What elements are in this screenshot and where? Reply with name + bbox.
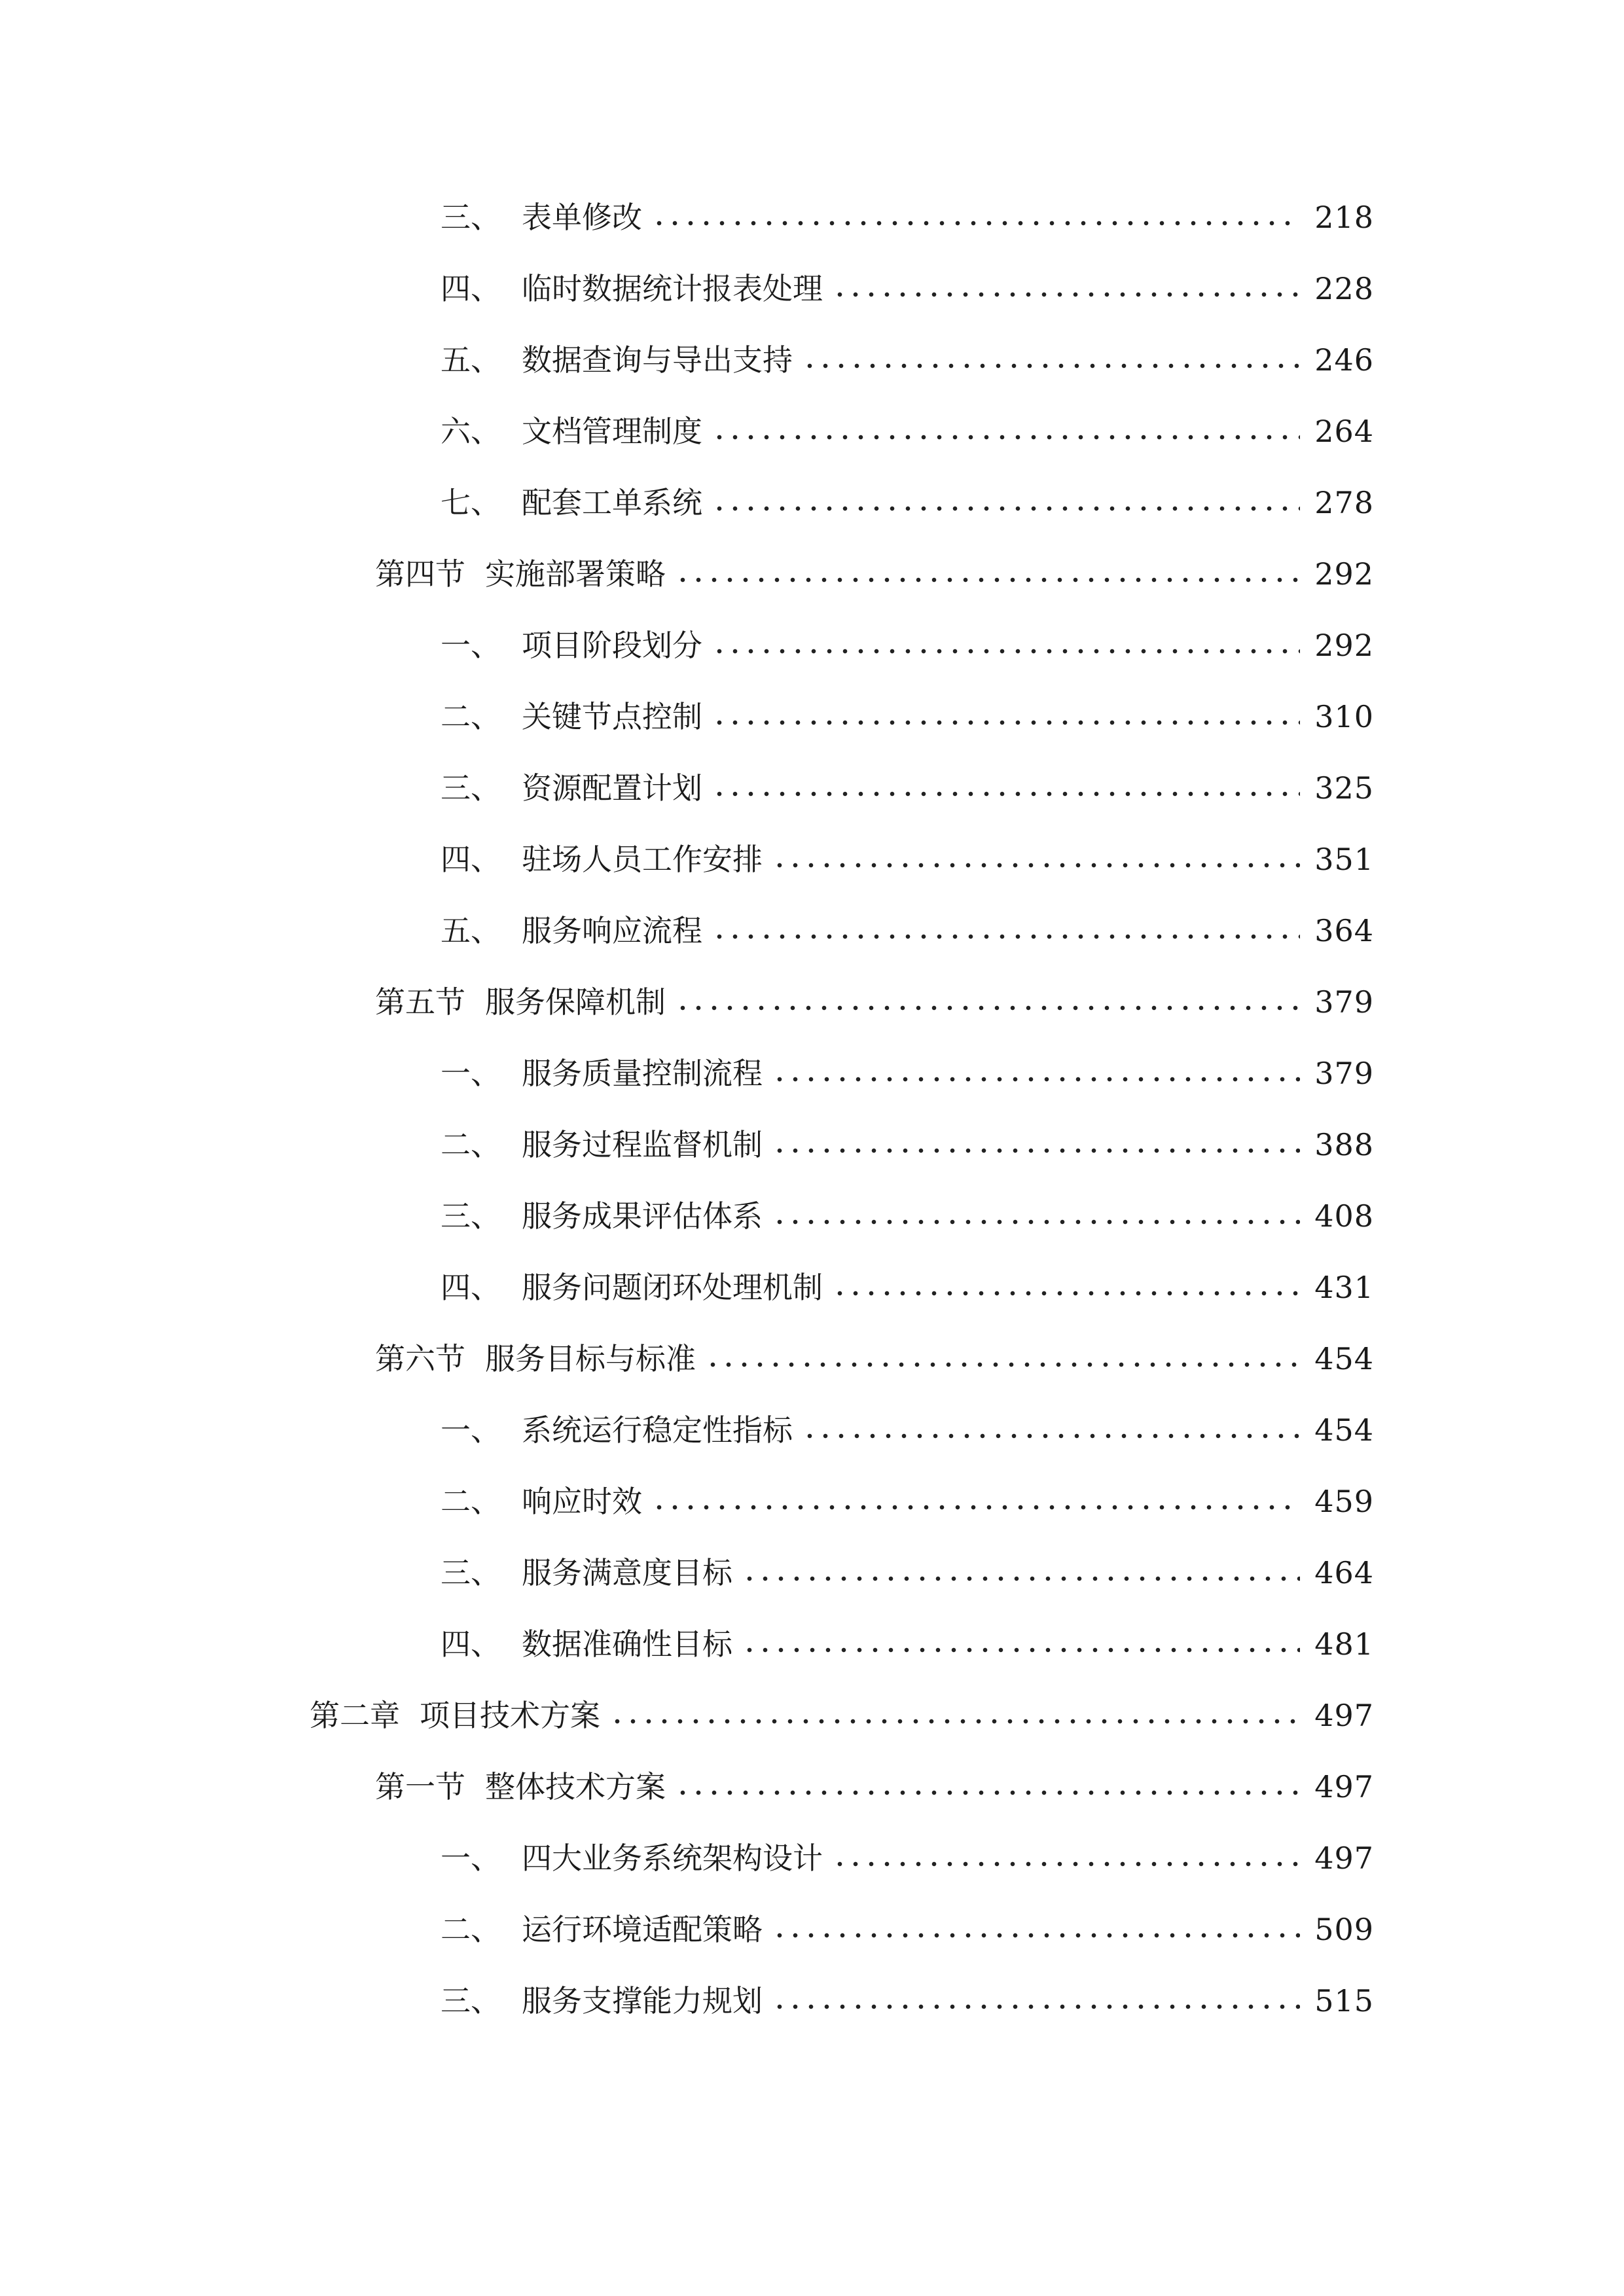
toc-entry[interactable] xyxy=(441,1122,1374,1168)
toc-entry[interactable] xyxy=(441,765,1374,811)
toc-entry-page: 464 xyxy=(1314,1555,1374,1590)
toc-entry-number: 三、 xyxy=(441,1555,501,1590)
toc-entry[interactable] xyxy=(441,1050,1374,1096)
dot-leader xyxy=(832,291,1300,298)
toc-entry-title: 资源配置计划 xyxy=(522,770,702,806)
toc-entry-title: 服务质量控制流程 xyxy=(522,1056,763,1091)
toc-entry-number: 三、 xyxy=(441,770,501,806)
toc-entry-page: 497 xyxy=(1314,1769,1374,1804)
toc-entry-number: 六、 xyxy=(441,414,501,449)
toc-entry-title: 数据准确性目标 xyxy=(522,1626,732,1662)
toc-entry-number: 一、 xyxy=(441,628,501,663)
toc-entry-title: 数据查询与导出支持 xyxy=(522,342,793,378)
toc-entry-number: 二、 xyxy=(441,1484,501,1519)
toc-entry-page: 408 xyxy=(1314,1198,1374,1234)
toc-entry[interactable] xyxy=(441,694,1374,740)
toc-section-entry[interactable] xyxy=(375,551,1374,597)
dot-leader xyxy=(772,862,1300,869)
toc-entry-title: 项目技术方案 xyxy=(420,1698,600,1733)
toc-entry-number: 五、 xyxy=(441,913,501,948)
toc-entry-page: 292 xyxy=(1314,556,1374,592)
toc-entry-number: 四、 xyxy=(441,1270,501,1305)
dot-leader xyxy=(712,505,1300,512)
dot-leader xyxy=(832,1290,1300,1297)
toc-entry-number: 三、 xyxy=(441,1983,501,2018)
toc-entry-title: 响应时效 xyxy=(522,1484,642,1519)
toc-entry-title: 文档管理制度 xyxy=(522,414,702,449)
toc-entry-page: 454 xyxy=(1314,1412,1374,1448)
toc-entry-page: 228 xyxy=(1314,271,1374,306)
dot-leader xyxy=(772,1219,1300,1225)
toc-entry[interactable] xyxy=(441,1835,1374,1881)
toc-entry-page: 509 xyxy=(1314,1912,1374,1947)
toc-entry-number: 七、 xyxy=(441,485,501,520)
dot-leader xyxy=(832,1861,1300,1867)
toc-entry-number: 二、 xyxy=(441,699,501,734)
dot-leader xyxy=(675,1789,1300,1796)
toc-entry-number: 第四节 xyxy=(375,556,465,592)
toc-entry-number: 第五节 xyxy=(375,984,465,1020)
toc-entry-page: 431 xyxy=(1314,1270,1374,1305)
toc-entry[interactable] xyxy=(441,1907,1374,1952)
toc-entry-title: 服务成果评估体系 xyxy=(522,1198,763,1234)
toc-entry[interactable] xyxy=(441,194,1374,240)
toc-entry-page: 481 xyxy=(1314,1626,1374,1662)
dot-leader xyxy=(742,1575,1300,1582)
toc-entry-number: 第一节 xyxy=(375,1769,465,1804)
toc-chapter-entry[interactable] xyxy=(310,1693,1374,1738)
toc-entry-number: 四、 xyxy=(441,271,501,306)
toc-section-entry[interactable] xyxy=(375,1336,1374,1382)
dot-leader xyxy=(772,1147,1300,1154)
toc-entry-page: 497 xyxy=(1314,1840,1374,1876)
toc-entry-title: 服务满意度目标 xyxy=(522,1555,732,1590)
toc-entry-number: 第六节 xyxy=(375,1341,465,1376)
toc-entry-page: 454 xyxy=(1314,1341,1374,1376)
toc-entry[interactable] xyxy=(441,1193,1374,1239)
dot-leader xyxy=(772,1076,1300,1083)
dot-leader xyxy=(712,791,1300,797)
toc-entry[interactable] xyxy=(441,622,1374,668)
toc-entry-page: 379 xyxy=(1314,984,1374,1020)
dot-leader xyxy=(802,363,1300,369)
toc-entry-page: 379 xyxy=(1314,1056,1374,1091)
toc-entry-number: 一、 xyxy=(441,1056,501,1091)
dot-leader xyxy=(609,1718,1300,1725)
toc-entry[interactable] xyxy=(441,908,1374,954)
toc-entry-number: 四、 xyxy=(441,1626,501,1662)
toc-entry-number: 四、 xyxy=(441,842,501,877)
dot-leader xyxy=(712,434,1300,440)
toc-entry-title: 服务支撑能力规划 xyxy=(522,1983,763,2018)
toc-entry-number: 一、 xyxy=(441,1840,501,1876)
toc-entry-title: 整体技术方案 xyxy=(485,1769,666,1804)
toc-section-entry[interactable] xyxy=(375,1764,1374,1810)
toc-entry-page: 351 xyxy=(1314,842,1374,877)
toc-entry-page: 292 xyxy=(1314,628,1374,663)
dot-leader xyxy=(675,577,1300,583)
toc-entry[interactable] xyxy=(441,408,1374,454)
toc-entry-title: 服务响应流程 xyxy=(522,913,702,948)
toc-entry-title: 临时数据统计报表处理 xyxy=(522,271,823,306)
dot-leader xyxy=(802,1433,1300,1439)
toc-entry[interactable] xyxy=(441,836,1374,882)
toc-entry-page: 310 xyxy=(1314,699,1374,734)
toc-entry[interactable] xyxy=(441,337,1374,383)
toc-entry-title: 四大业务系统架构设计 xyxy=(522,1840,823,1876)
dot-leader xyxy=(712,719,1300,726)
toc-entry-page: 515 xyxy=(1314,1983,1374,2018)
toc-entry-title: 运行环境适配策略 xyxy=(522,1912,763,1947)
toc-entry[interactable] xyxy=(441,1550,1374,1596)
toc-entry-title: 服务目标与标准 xyxy=(485,1341,696,1376)
toc-entry-page: 497 xyxy=(1314,1698,1374,1733)
toc-entry-page: 278 xyxy=(1314,485,1374,520)
toc-entry[interactable] xyxy=(441,1479,1374,1524)
toc-entry-page: 264 xyxy=(1314,414,1374,449)
toc-entry-title: 实施部署策略 xyxy=(485,556,666,592)
toc-entry-number: 五、 xyxy=(441,342,501,378)
dot-leader xyxy=(675,1005,1300,1011)
toc-entry-number: 二、 xyxy=(441,1912,501,1947)
toc-entry-page: 218 xyxy=(1314,200,1374,235)
dot-leader xyxy=(772,2003,1300,2010)
toc-entry[interactable] xyxy=(441,1407,1374,1453)
toc-entry-title: 服务保障机制 xyxy=(485,984,666,1020)
toc-entry[interactable] xyxy=(441,266,1374,312)
toc-section-entry[interactable] xyxy=(375,979,1374,1025)
dot-leader xyxy=(712,648,1300,655)
toc-entry-title: 系统运行稳定性指标 xyxy=(522,1412,793,1448)
toc-entry-title: 项目阶段划分 xyxy=(522,628,702,663)
toc-entry-page: 388 xyxy=(1314,1127,1374,1162)
toc-entry[interactable] xyxy=(441,1621,1374,1667)
toc-entry[interactable] xyxy=(441,1265,1374,1310)
toc-entry-title: 关键节点控制 xyxy=(522,699,702,734)
dot-leader xyxy=(742,1647,1300,1653)
toc-entry-number: 第二章 xyxy=(310,1698,400,1733)
toc-entry-title: 服务问题闭环处理机制 xyxy=(522,1270,823,1305)
toc-entry-title: 配套工单系统 xyxy=(522,485,702,520)
toc-entry-page: 325 xyxy=(1314,770,1374,806)
toc-entry[interactable] xyxy=(441,1978,1374,2024)
toc-entry-number: 三、 xyxy=(441,200,501,235)
toc-entry-number: 三、 xyxy=(441,1198,501,1234)
dot-leader xyxy=(651,220,1300,226)
toc-entry-title: 服务过程监督机制 xyxy=(522,1127,763,1162)
dot-leader xyxy=(651,1504,1300,1511)
toc-entry-page: 364 xyxy=(1314,913,1374,948)
dot-leader xyxy=(705,1361,1300,1368)
toc-entry-number: 二、 xyxy=(441,1127,501,1162)
dot-leader xyxy=(712,933,1300,940)
toc-entry-page: 246 xyxy=(1314,342,1374,378)
toc-entry-page: 459 xyxy=(1314,1484,1374,1519)
toc-entry-title: 表单修改 xyxy=(522,200,642,235)
toc-entry-title: 驻场人员工作安排 xyxy=(522,842,763,877)
dot-leader xyxy=(772,1932,1300,1939)
toc-entry-number: 一、 xyxy=(441,1412,501,1448)
toc-entry[interactable] xyxy=(441,480,1374,526)
